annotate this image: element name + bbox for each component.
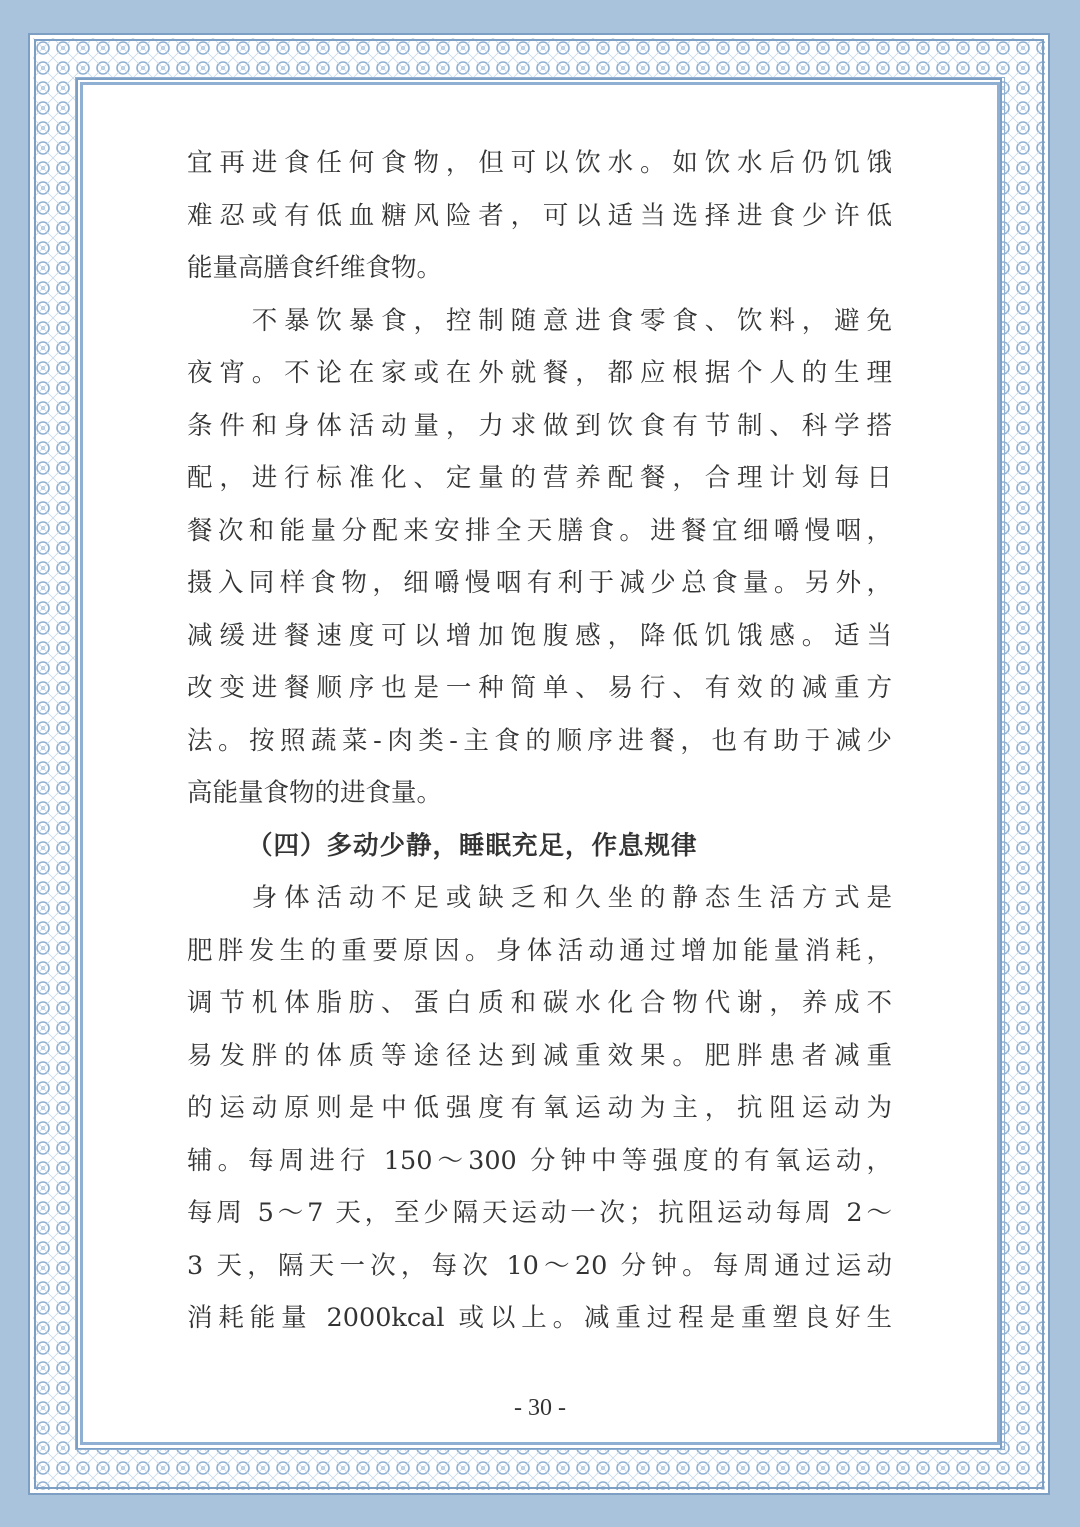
text-line: 宜再进食任何食物，但可以饮水。如饮水后仍饥饿 — [187, 148, 892, 178]
text-line: 的运动原则是中低强度有氧运动为主，抗阻运动为 — [187, 1093, 892, 1123]
text-line: 餐次和能量分配来安排全天膳食。进餐宜细嚼慢咽， — [187, 515, 892, 546]
text-line: 改变进餐顺序也是一种简单、易行、有效的减重方 — [187, 673, 892, 703]
text-line: 配，进行标准化、定量的营养配餐，合理计划每日 — [187, 463, 892, 493]
text-line: 减缓进餐速度可以增加饱腹感，降低饥饿感。适当 — [187, 620, 892, 651]
text-line: 法。按照蔬菜-肉类-主食的顺序进餐，也有助于减少 — [187, 725, 892, 756]
text-line: 高能量食物的进食量。 — [187, 778, 443, 808]
text-line: 不暴饮暴食，控制随意进食零食、饮料，避免 — [187, 305, 892, 336]
text-line: 摄入同样食物，细嚼慢咽有利于减少总食量。另外， — [187, 568, 892, 598]
text-line: 消耗能量 2000kcal 或以上。减重过程是重塑良好生 — [187, 1303, 892, 1333]
text-line: 3 天，隔天一次，每次 10～20 分钟。每周通过运动 — [187, 1250, 892, 1281]
text-line: 每周 5～7 天，至少隔天运动一次；抗阻运动每周 2～ — [187, 1198, 892, 1228]
text-line: 能量高膳食纤维食物。 — [187, 253, 443, 283]
section-heading: （四）多动少静，睡眠充足，作息规律 — [247, 830, 698, 861]
text-line: 身体活动不足或缺乏和久坐的静态生活方式是 — [187, 883, 892, 913]
text-line: 夜宵。不论在家或在外就餐，都应根据个人的生理 — [187, 358, 892, 388]
text-line: 辅。每周进行 150～300 分钟中等强度的有氧运动， — [187, 1145, 892, 1176]
text-line: 调节机体脂肪、蛋白质和碳水化合物代谢，养成不 — [187, 988, 892, 1018]
text-line: 易发胖的体质等途径达到减重效果。肥胖患者减重 — [187, 1040, 892, 1071]
text-line: 肥胖发生的重要原因。身体活动通过增加能量消耗， — [187, 935, 892, 966]
page-number: - 30 - — [514, 1395, 566, 1421]
text-line: 条件和身体活动量，力求做到饮食有节制、科学搭 — [187, 410, 892, 441]
body-text — [187, 137, 892, 1345]
text-line: 难忍或有低血糖风险者，可以适当选择进食少许低 — [187, 200, 892, 231]
